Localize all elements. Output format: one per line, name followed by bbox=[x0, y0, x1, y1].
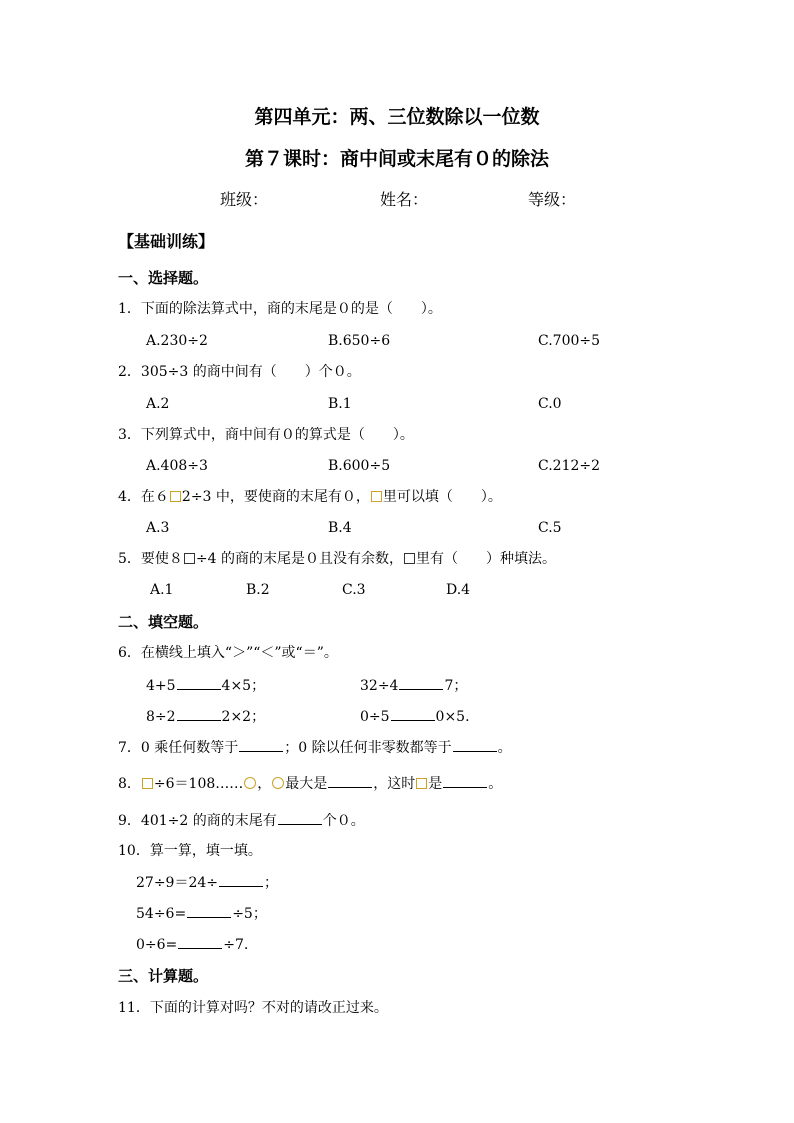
q8-text-part6: 是 bbox=[428, 776, 443, 792]
answer-blank[interactable] bbox=[453, 737, 497, 752]
remainder-circle-icon bbox=[272, 777, 284, 789]
question-9 bbox=[118, 810, 365, 831]
q6-item-2 bbox=[360, 675, 467, 696]
digit-box-icon bbox=[371, 491, 382, 502]
answer-blank[interactable] bbox=[399, 675, 443, 690]
q6-item-2-right: 7； bbox=[444, 678, 468, 694]
q6-item-4-left: 0÷5 bbox=[360, 709, 390, 725]
q10-item-1-left: 27÷9＝24÷ bbox=[136, 875, 218, 891]
question-5 bbox=[118, 549, 556, 569]
answer-blank[interactable] bbox=[239, 737, 283, 752]
q5-option-b: B.2 bbox=[246, 582, 270, 598]
digit-box-icon bbox=[170, 491, 181, 502]
q6-item-3-left: 8÷2 bbox=[146, 709, 176, 725]
q6-item-3 bbox=[146, 706, 265, 727]
digit-box-icon bbox=[184, 553, 195, 564]
q6-item-2-left: 32÷4 bbox=[360, 678, 399, 694]
answer-blank[interactable] bbox=[177, 706, 221, 721]
q10-item-2-left: 54÷6= bbox=[136, 906, 187, 922]
q7-text-part2: ；0 除以任何非零数都等于 bbox=[284, 740, 452, 756]
q4-text-part2: 2÷3 中，要使商的末尾有０， bbox=[181, 489, 370, 505]
q3-option-c: C.212÷2 bbox=[538, 458, 601, 474]
q6-item-1-left: 4+5 bbox=[146, 678, 176, 694]
question-1: 1．下面的除法算式中，商的末尾是０的是（ ）。 bbox=[118, 301, 442, 317]
q4-option-c: C.5 bbox=[538, 520, 562, 536]
q5-option-c: C.3 bbox=[342, 582, 366, 598]
q10-item-1 bbox=[136, 872, 278, 893]
q1-option-a: A.230÷2 bbox=[146, 333, 208, 349]
q4-option-a: A.3 bbox=[146, 520, 170, 536]
q5-text-part2: ÷4 的商的末尾是０且没有余数， bbox=[195, 551, 404, 567]
question-6: 6．在横线上填入“＞”“＜”或“＝”。 bbox=[118, 645, 338, 661]
question-4 bbox=[118, 487, 502, 507]
q6-item-3-right: 2×2； bbox=[221, 709, 266, 725]
section-choice-heading: 一、选择题。 bbox=[118, 269, 209, 287]
q2-option-b: B.1 bbox=[328, 396, 352, 412]
q8-text-part4: 最大是 bbox=[285, 776, 328, 792]
basic-training-heading: 【基础训练】 bbox=[118, 232, 215, 251]
q4-text-part3: 里可以填（ ）。 bbox=[382, 489, 502, 505]
q8-text-part1: 8． bbox=[118, 776, 141, 792]
answer-blank[interactable] bbox=[178, 934, 222, 949]
section-calc-heading: 三、计算题。 bbox=[118, 967, 209, 985]
q6-item-1 bbox=[146, 675, 265, 696]
lesson-title: 第７课时：商中间或末尾有０的除法 bbox=[244, 148, 549, 170]
q1-option-c: C.700÷5 bbox=[538, 333, 601, 349]
q9-text-part2: 个０。 bbox=[322, 813, 365, 829]
q6-item-4-right: 0×5. bbox=[435, 709, 470, 725]
question-11: 11．下面的计算对吗？不对的请改正过来。 bbox=[118, 1000, 388, 1016]
question-3: 3．下列算式中，商中间有０的算式是（ ）。 bbox=[118, 427, 414, 443]
q9-text-part1: 9．401÷2 的商的末尾有 bbox=[118, 813, 277, 829]
q4-option-b: B.4 bbox=[328, 520, 352, 536]
answer-blank[interactable] bbox=[443, 773, 487, 788]
q7-text-part3: 。 bbox=[497, 740, 512, 756]
digit-box-icon bbox=[142, 778, 153, 789]
name-label: 姓名： bbox=[380, 190, 429, 209]
q3-option-b: B.600÷5 bbox=[328, 458, 391, 474]
grade-label: 等级： bbox=[528, 190, 577, 209]
q10-item-2 bbox=[136, 903, 267, 924]
q6-item-4 bbox=[360, 706, 470, 727]
q7-text-part1: 7．0 乘任何数等于 bbox=[118, 740, 239, 756]
q5-option-d: D.4 bbox=[446, 582, 471, 598]
answer-blank[interactable] bbox=[187, 903, 231, 918]
q8-text-part3: ， bbox=[257, 776, 272, 792]
q8-text-part5: ，这时 bbox=[373, 776, 416, 792]
q6-item-1-right: 4×5； bbox=[221, 678, 266, 694]
q8-text-part7: 。 bbox=[488, 776, 503, 792]
question-7 bbox=[118, 737, 512, 758]
answer-blank[interactable] bbox=[328, 773, 372, 788]
q1-option-b: B.650÷6 bbox=[328, 333, 391, 349]
q10-item-1-right: ； bbox=[264, 875, 278, 891]
unit-title: 第四单元：两、三位数除以一位数 bbox=[254, 106, 540, 128]
q2-option-c: C.0 bbox=[538, 396, 562, 412]
q10-item-3 bbox=[136, 934, 248, 955]
section-fill-heading: 二、填空题。 bbox=[118, 613, 209, 631]
q5-option-a: A.1 bbox=[150, 582, 174, 598]
q5-text-part3: 里有（ ）种填法。 bbox=[416, 551, 557, 567]
q10-item-3-right: ÷7. bbox=[223, 937, 249, 953]
answer-blank[interactable] bbox=[219, 872, 263, 887]
q10-item-3-left: 0÷6= bbox=[136, 937, 178, 953]
answer-blank[interactable] bbox=[391, 706, 435, 721]
q10-item-2-right: ÷5； bbox=[232, 906, 267, 922]
q5-text-part1: 5．要使８ bbox=[118, 551, 183, 567]
digit-box-icon bbox=[404, 553, 415, 564]
remainder-circle-icon bbox=[244, 777, 256, 789]
question-10: 10．算一算，填一填。 bbox=[118, 843, 262, 859]
question-2: 2．305÷3 的商中间有（ ）个０。 bbox=[118, 364, 361, 380]
q2-option-a: A.2 bbox=[146, 396, 170, 412]
class-label: 班级： bbox=[220, 190, 269, 209]
q8-text-part2: ÷6＝108…… bbox=[153, 776, 244, 792]
question-8 bbox=[118, 773, 502, 794]
q3-option-a: A.408÷3 bbox=[146, 458, 208, 474]
q4-text-part1: 4．在６ bbox=[118, 489, 169, 505]
answer-blank[interactable] bbox=[278, 810, 322, 825]
digit-box-icon bbox=[416, 778, 427, 789]
answer-blank[interactable] bbox=[177, 675, 221, 690]
